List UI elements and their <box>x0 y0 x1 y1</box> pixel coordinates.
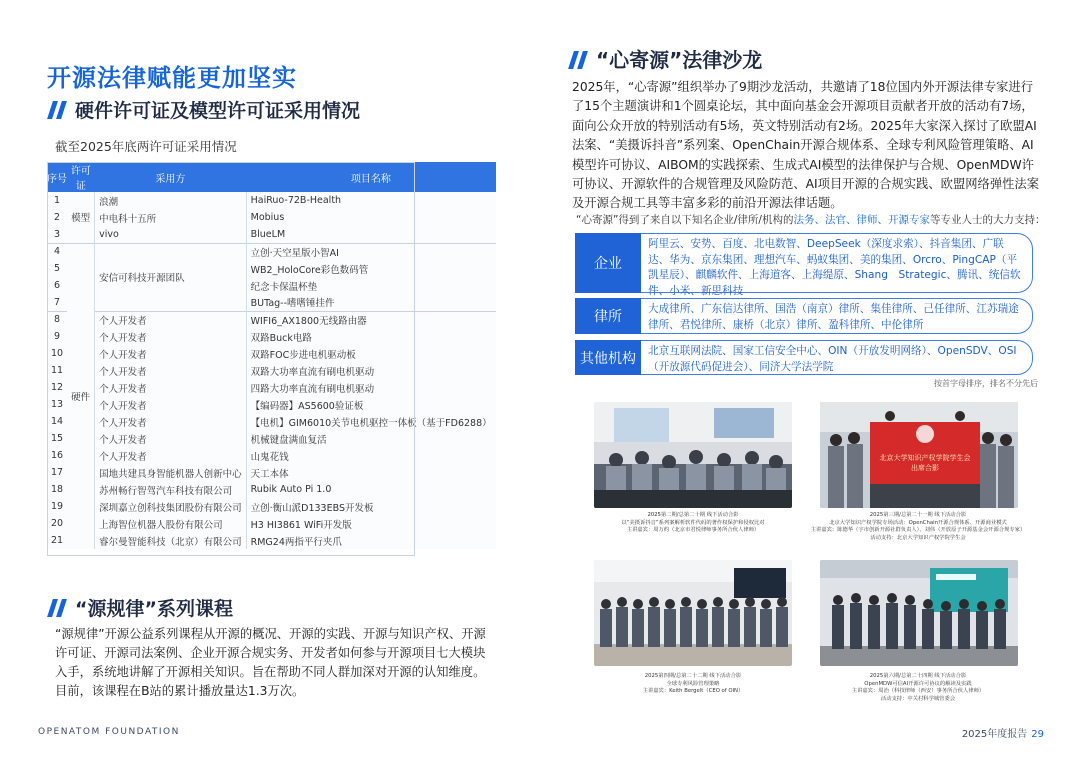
cell-project: 双路Buck电路 <box>250 332 312 344</box>
cell-number: 19 <box>51 501 64 512</box>
photo-caption-3 <box>583 673 803 696</box>
banner-text-line: 出席合影 <box>911 464 939 472</box>
cell-adopter: 个人开发者 <box>95 345 247 362</box>
cell-license-type: 模型 <box>67 192 95 243</box>
cell-project: BUTag--嗜嗜锤挂件 <box>250 298 335 310</box>
table-header-row <box>47 162 496 192</box>
license-table <box>47 162 496 549</box>
footer-report <box>962 725 1044 740</box>
cell-number: 16 <box>51 450 64 461</box>
column-header-license: 许可证 <box>67 162 95 192</box>
cell-number: 1 <box>54 195 61 206</box>
table-row <box>47 464 496 481</box>
cell-adopter: 睿尔曼智能科技（北京）有限公司 <box>95 532 247 549</box>
cell-number: 12 <box>51 382 64 393</box>
cell-adopter: 国地共建具身智能机器人创新中心 <box>95 464 247 481</box>
caption-line: OpenMDW可信AI开源许可协议的解读及实践 <box>864 680 972 687</box>
cell-project: 立创·天空星版小智AI <box>246 243 496 260</box>
supporter-row-enterprise <box>575 233 1033 297</box>
supporter-list: 北京互联网法院、国家工信安全中心、OIN（开放发明网络）、OpenSDV、OSI（开放源代码促进会）、同济大学法学院 <box>637 340 1033 375</box>
cell-adopter: 个人开发者 <box>95 328 247 345</box>
table-row <box>47 430 496 447</box>
cell-project: 双路FOC步进电机驱动板 <box>250 349 356 361</box>
cell-number: 2 <box>54 212 61 223</box>
table-row <box>47 226 496 243</box>
cell-number: 13 <box>51 399 64 410</box>
cell-adopter: 浪潮 <box>95 192 247 209</box>
sort-note: 按首字母排序，排名不分先后 <box>934 379 1038 388</box>
support-intro-highlight: 法务、法官、律师、开源专家 <box>793 214 930 226</box>
cell-adopter: 个人开发者 <box>95 413 247 430</box>
caption-line: 2025第六期/总第二十四期 线下活动合影 <box>869 673 967 679</box>
footer-foundation-name: OPENATOM FOUNDATION <box>38 727 180 737</box>
double-slash-icon <box>47 101 67 119</box>
supporter-list: 阿里云、安势、百度、北电数智、DeepSeek（深度求索）、抖音集团、广联达、华为、京东集团、理想汽车、蚂蚁集团、美的集团、Orcro、PingCAP（平凯星辰）、麒麟软件、上海道客、上海缇原、Shang Strategic、腾讯、统信软件、小米、新思科技 <box>637 233 1033 293</box>
cell-project: HaiRuo-72B-Health <box>250 195 342 206</box>
cell-adopter: 个人开发者 <box>95 311 247 328</box>
table-row <box>47 515 496 532</box>
salon-photo-4 <box>820 560 1018 666</box>
salon-paragraph: 2025年，“心寄源”组织举办了9期沙龙活动，共邀请了18位国内外开源法律专家进行了15个主题演讲和1个圆桌论坛，其中面向基金会开源项目贡献者开放的活动有7场，面向公众开放的特别活动有5场，英文特别活动有2场。2025年大家深入探讨了欧盟AI法案、“美摄诉抖音”系列案、OpenChain开源合规体系、全球专利风险管理策略、AI模型许可协议、AIBOM的实践探索、生成式AI模型的法律保护与合规、OpenMDW许可协议、开源软件的合规管理及风险防范、AI项目开源的合规实践、欧盟网络弹性法案及开源合规工具等丰富多彩的前沿开源法律话题。 <box>572 80 1040 211</box>
table-row <box>47 243 496 260</box>
cell-license-type: 硬件 <box>67 243 95 549</box>
cell-adopter: 中电科十五所 <box>95 209 247 226</box>
supporter-label: 其他机构 <box>575 340 641 375</box>
caption-line: 2025第四期/总第二十二期 线下活动合影 <box>644 673 742 679</box>
table-row <box>47 413 496 430</box>
cell-project: BlueLM <box>250 228 286 240</box>
table-row <box>47 481 496 498</box>
section-title-salon <box>568 44 762 73</box>
column-header-project: 项目名称 <box>246 162 496 192</box>
cell-adopter: 个人开发者 <box>95 379 247 396</box>
cell-number: 21 <box>51 535 64 546</box>
table-row <box>47 311 496 328</box>
cell-number: 8 <box>47 311 67 328</box>
cell-adopter: 个人开发者 <box>95 396 247 413</box>
cell-project: RMG24两指平行夹爪 <box>250 536 342 548</box>
table-row <box>47 447 496 464</box>
cell-number: 5 <box>54 263 61 274</box>
caption-line: 主讲嘉宾：Keith Bergelt（CEO of OIN） <box>642 688 744 694</box>
cell-project: 【电机】GIM6010关节电机驱控一体板（基于FD6288） <box>250 417 492 429</box>
table-row <box>47 379 496 396</box>
section-title-text: “源规律”系列课程 <box>75 598 233 620</box>
caption-line: 以“美摄诉抖音”系列案解析软件代码的著作权保护和侵权比对 <box>621 519 765 526</box>
cell-number: 3 <box>54 228 61 240</box>
photo-caption-2 <box>808 512 1028 542</box>
table-row <box>47 498 496 515</box>
cell-number: 4 <box>47 243 67 260</box>
cell-project: 天工本体 <box>250 468 289 480</box>
table-row <box>47 209 496 226</box>
table-row <box>47 345 496 362</box>
supporter-row-other <box>575 340 1033 375</box>
supporter-label: 律所 <box>575 298 641 334</box>
cell-number: 7 <box>54 296 61 308</box>
table-body <box>47 192 496 549</box>
salon-photo-2 <box>820 402 1018 508</box>
cell-adopter: 个人开发者 <box>95 447 247 464</box>
cell-number: 9 <box>54 331 61 342</box>
caption-line: 活动支持：北京大学知识产权学院学生会 <box>870 534 966 541</box>
salon-photo-3 <box>594 560 792 666</box>
column-header-adopter: 采用方 <box>95 162 247 192</box>
caption-line: 全球专利风险管理策略 <box>666 680 720 687</box>
cell-adopter: 个人开发者 <box>95 430 247 447</box>
support-intro-before: “心寄源”得到了来自以下知名企业/律所/机构的 <box>576 214 794 226</box>
cell-project: 纪念卡保温杯垫 <box>250 281 318 293</box>
caption-line: 北京大学知识产权学院专场活动：OpenChain开源合规体系、开源商业模式 <box>829 519 1007 526</box>
cell-number: 20 <box>51 518 64 529</box>
banner-text-line: 北京大学知识产权学院学生会 <box>879 454 971 462</box>
cell-project: Rubik Auto Pi 1.0 <box>250 484 332 495</box>
photo-caption-1 <box>583 512 803 535</box>
cell-number: 10 <box>51 348 64 359</box>
section-title-text: 硬件许可证及模型许可证采用情况 <box>75 100 361 122</box>
cell-project: H3 HI3861 WiFi开发版 <box>250 519 352 531</box>
double-slash-icon <box>568 51 588 69</box>
cell-project: Mobius <box>250 212 285 223</box>
cell-adopter: vivo <box>95 226 247 243</box>
supporter-label: 企业 <box>575 233 641 293</box>
table-row <box>47 362 496 379</box>
cell-project: 四路大功率直流有刷电机驱动 <box>250 383 375 395</box>
cell-number: 14 <box>51 416 64 427</box>
cell-adopter: 上海智位机器人股份有限公司 <box>95 515 247 532</box>
section-title-text: “心寄源”法律沙龙 <box>596 48 763 72</box>
caption-line: 主讲嘉宾：周治（科技律师（西安）事务所合伙人律师） <box>851 688 985 694</box>
caption-line: 活动支持：中关村科学城管委会 <box>880 695 956 702</box>
cell-adopter: 深圳嘉立创科技集团股份有限公司 <box>95 498 247 515</box>
cell-project: 立创·衡山派D133EBS开发板 <box>250 502 374 514</box>
cell-number: 6 <box>54 280 61 291</box>
cell-project: WB2_HoloCore彩色数码管 <box>250 264 369 276</box>
page-number: 29 <box>1031 729 1044 740</box>
cell-number: 18 <box>51 484 64 495</box>
caption-line: 主讲嘉宾：周万约（北京市君悦律师事务所合伙人律师） <box>626 527 760 533</box>
course-paragraph: “源规律”开源公益系列课程从开源的概况、开源的实践、开源与知识产权、开源许可证、开源司法案例、企业开源合规实务、开发者如何参与开源项目七大模块入手，系统地讲解了开源相关知识。旨在帮助不同人群加深对开源的认知维度。目前，该课程在B站的累计播放量达1.3万次。 <box>55 627 486 698</box>
table-row <box>47 192 496 209</box>
table-row <box>47 532 496 549</box>
caption-line: 2025第二期/总第二十期 线下活动合影 <box>647 512 739 518</box>
table-caption: 截至2025年底两许可证采用情况 <box>55 139 237 154</box>
cell-adopter: 个人开发者 <box>95 362 247 379</box>
report-label: 2025年度报告 <box>961 729 1028 740</box>
photo-caption-4 <box>808 673 1028 703</box>
caption-line: 主讲嘉宾：陈德华（宇市创新开源社群负责人）、刘伟（开放原子开源基金会开源合规专家） <box>810 527 1026 533</box>
caption-line: 2025第三期/总第二十一期 线下活动合影 <box>869 512 967 518</box>
cell-adopter: 苏州畅行智驾汽车科技有限公司 <box>95 481 247 498</box>
cell-project: 双路大功率直流有刷电机驱动 <box>250 366 375 378</box>
cell-project: 机械键盘满血复活 <box>250 434 327 446</box>
support-intro <box>576 212 1045 227</box>
table-row <box>47 396 496 413</box>
section-title-licenses <box>47 96 360 123</box>
cell-adopter: 安信可科技开源团队 <box>95 243 247 311</box>
double-slash-icon <box>47 599 67 617</box>
supporter-list: 大成律所、广东信达律所、国浩（南京）律所、集佳律所、己任律所、江苏瑞途律所、君悦律所、康桥（北京）律所、盈科律所、中伦律所 <box>637 298 1033 334</box>
cell-project: 【编码器】AS5600验证板 <box>250 400 364 412</box>
cell-number: 17 <box>51 467 64 478</box>
cell-project: WIFI6_AX1800无线路由器 <box>246 311 496 328</box>
salon-photo-1 <box>594 402 792 508</box>
supporter-row-lawfirm <box>575 298 1033 334</box>
table-row <box>47 328 496 345</box>
main-title: 开源法律赋能更加坚实 <box>47 64 297 92</box>
column-header-no: 序号 <box>47 162 67 192</box>
cell-number: 11 <box>51 365 64 376</box>
cell-project: 山鬼花钱 <box>250 451 289 463</box>
support-intro-after: 等专业人士的大力支持： <box>929 214 1046 226</box>
section-title-course <box>47 594 233 621</box>
cell-number: 15 <box>51 433 64 444</box>
